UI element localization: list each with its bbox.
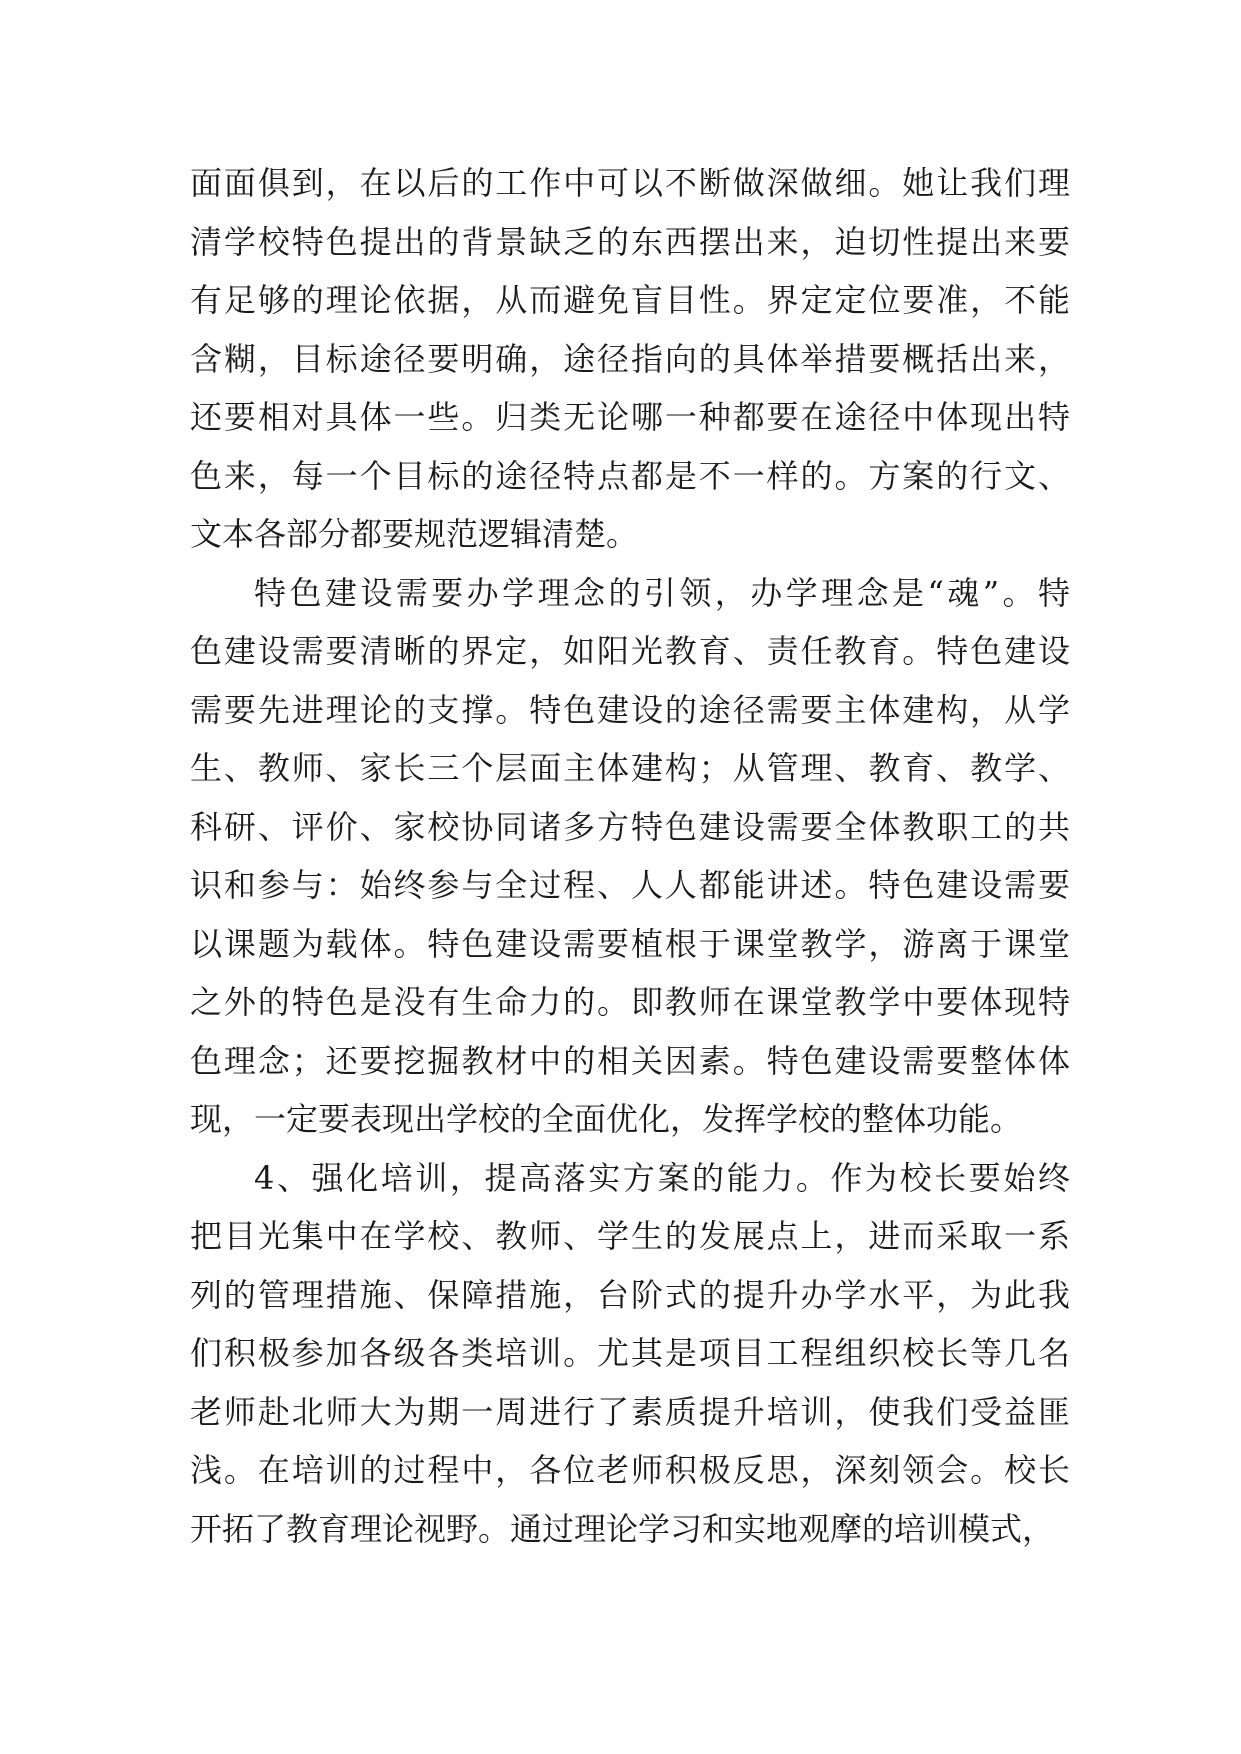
text-line: 色理念；还要挖掘教材中的相关因素。特色建设需要整体体 <box>190 1041 1070 1080</box>
text-line: 开拓了教育理论视野。通过理论学习和实地观摩的培训模式， <box>190 1509 1055 1548</box>
paragraph-first-line: 特色建设需要办学理念的引领，办学理念是“魂”。特 <box>254 573 1070 612</box>
text-line: 列的管理措施、保障措施，台阶式的提升办学水平，为此我 <box>190 1275 1070 1314</box>
text-line: 老师赴北师大为期一周进行了素质提升培训，使我们受益匪 <box>190 1392 1070 1431</box>
text-line: 把目光集中在学校、教师、学生的发展点上，进而采取一系 <box>190 1217 1070 1255</box>
text-line: 清学校特色提出的背景缺乏的东西摆出来，迫切性提出来要 <box>190 222 1070 261</box>
text-line: 科研、评价、家校协同诸多方特色建设需要全体教职工的共 <box>190 807 1070 846</box>
text-line: 有足够的理论依据，从而避免盲目性。界定定位要准，不能 <box>190 281 1070 319</box>
text-line: 含糊，目标途径要明确，途径指向的具体举措要概括出来， <box>190 339 1070 378</box>
text-line: 识和参与：始终参与全过程、人人都能讲述。特色建设需要 <box>190 866 1070 904</box>
text-line: 需要先进理论的支撑。特色建设的途径需要主体建构，从学 <box>190 690 1070 729</box>
text-line: 面面俱到，在以后的工作中可以不断做深做细。她让我们理 <box>190 164 1070 202</box>
body-text <box>190 154 1070 1558</box>
text-line: 浅。在培训的过程中，各位老师积极反思，深刻领会。校长 <box>190 1451 1070 1489</box>
text-line: 以课题为载体。特色建设需要植根于课堂教学，游离于课堂 <box>190 924 1070 963</box>
paragraph-end-line: 现，一定要表现出学校的全面优化，发挥学校的整体功能。 <box>190 1100 1023 1138</box>
text-line: 们积极参加各级各类培训。尤其是项目工程组织校长等几名 <box>190 1334 1070 1372</box>
text-line: 之外的特色是没有生命力的。即教师在课堂教学中要体现特 <box>190 983 1070 1021</box>
text-line: 生、教师、家长三个层面主体建构；从管理、教育、教学、 <box>190 749 1070 787</box>
paragraph-end-line: 文本各部分都要规范逻辑清楚。 <box>190 515 639 553</box>
text-line: 色来，每一个目标的途径特点都是不一样的。方案的行文、 <box>190 456 1070 495</box>
text-line: 色建设需要清晰的界定，如阳光教育、责任教育。特色建设 <box>190 632 1070 670</box>
paragraph-first-line: 4、强化培训，提高落实方案的能力。作为校长要始终 <box>254 1158 1070 1197</box>
text-line: 还要相对具体一些。归类无论哪一种都要在途径中体现出特 <box>190 398 1070 436</box>
